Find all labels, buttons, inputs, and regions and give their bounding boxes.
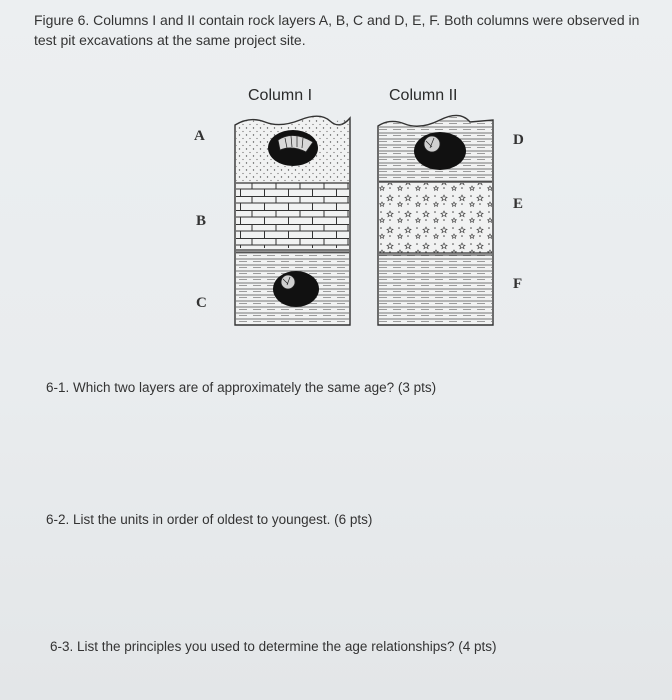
ammonite-fossil-icon (273, 271, 319, 307)
question-6-1: 6-1. Which two layers are of approximately the same age? (3 pts) (46, 380, 437, 395)
layer-label-c: C (196, 295, 207, 311)
layer-label-a: A (194, 128, 205, 144)
question-6-2: 6-2. List the units in order of oldest to youngest. (6 pts) (46, 512, 373, 527)
column-2-title: Column II (389, 87, 458, 104)
column-2-diagram (378, 115, 493, 325)
column-1-title: Column I (248, 87, 313, 104)
layer-label-b: B (196, 213, 207, 229)
question-6-3: 6-3. List the principles you used to determine the age relationships? (4 pts) (50, 639, 497, 654)
column-1-diagram (235, 116, 350, 325)
figure-caption: Figure 6. Columns I and II contain rock layers A, B, C and D, E, F. Both columns were observed in test pit excavations at the same project site. (34, 12, 640, 48)
layer-label-f: F (513, 276, 523, 292)
shell-fossil-icon (268, 130, 318, 166)
layer-label-e: E (513, 196, 524, 212)
ammonite-fossil-icon (414, 132, 466, 170)
layer-label-d: D (513, 132, 524, 148)
